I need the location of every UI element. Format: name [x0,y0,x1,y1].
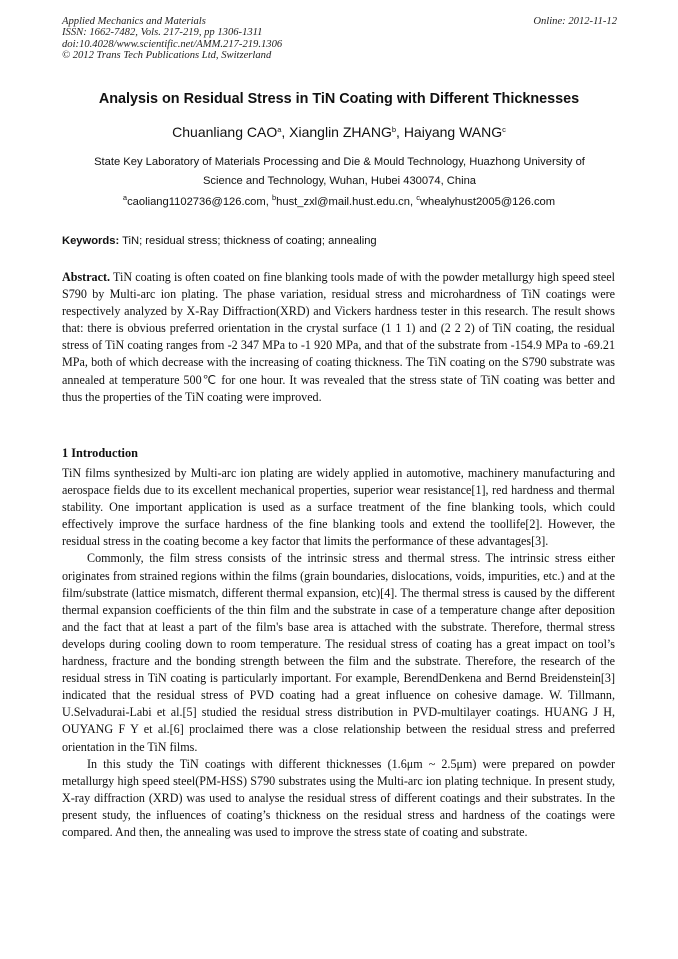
email-address: hust_zxl@mail.hust.edu.cn [276,196,410,208]
email-sup: b [271,193,277,202]
keywords [62,235,617,247]
author-sup: a [277,125,282,134]
author-sup: b [391,125,397,134]
email-address: whealyhust2005@126.com [419,196,556,208]
abstract-label: Abstract. [62,270,111,284]
email-address: caoliang1102736@126.com [127,196,266,208]
author-list: Chuanliang CAO$^a$, Xianglin ZHANG$^b$, Haiyang WANG$^c$ [172,124,506,140]
email-sup: c [416,193,420,202]
introduction-body [62,465,615,841]
online-date: Online: 2012-11-12 [533,16,617,27]
intro-paragraph: Commonly, the film stress consists of the intrinsic stress and thermal stress. The intrinsic stress either originates from strained regions within the films (grain boundaries, dislocations, voids, impurities, etc.) and at the film/substrate (lattice mismatch, different thermal expansion, etc)[4]. The thermal stress is caused by the different thermal expansion coefficients of the thin film and the substrate in case of a temperature change after deposition and the fact that at least a part of the film's base area is attached with the substrate. Therefore, thermal stress develops during cooling down to room temperature. The residual stress of coating has a great impact on tool’s hardness, fracture and the bonding strength between the film and the substrate. Therefore, the research of the residual stress in TiN coating is particularly important. For example, BerendDenkena and Bernd Breidenstein[3] indicated that the residual stress of PVD coating had a great influence on cohesive damage. W. Tillmann, U.Selvadurai-Labi et al.[5] studied the residual stress distribution in PVD-multilayer coatings. HUANG J H, OUYANG F Y et al.[6] proclaimed there was a close relationship between the residual stress and preferred orientation in the TiN films. [62,551,615,754]
section-heading: 1 Introduction [62,446,138,460]
paper-title: Analysis on Residual Stress in TiN Coating with Different Thicknesses [98,91,580,107]
email-sup: a [122,193,128,202]
affiliation-line: Science and Technology, Wuhan, Hubei 430074, China [202,175,477,187]
author-sup: c [502,125,506,134]
doi-line: doi:10.4028/www.scientific.net/AMM.217-219.1306 [62,38,283,50]
keywords-text: TiN; residual stress; thickness of coating; annealing [122,235,377,247]
intro-paragraph: In this study the TiN coatings with different thicknesses (1.6μm ~ 2.5μm) were prepared on powder metallurgy high speed steel(PM-HSS) S790 substrates using the Multi-arc ion plating technique. In present study, X-ray diffraction (XRD) was used to analyse the residual stress of different coatings and their substrates. In the present study, the influences of coating’s thickness on the residual stress and hardness of the coatings were compared. And then, the annealing was used to improve the stress state of coating and substrate. [62,756,615,839]
author-name: Haiyang WANG [403,124,503,140]
affiliation [62,153,617,191]
journal-header [62,16,617,61]
abstract-text: TiN coating is often coated on fine blanking tools made of with the powder metallurgy high speed steel S790 by Multi-arc ion plating. The phase variation, residual stress and microhardness of TiN coatings were respectively analyzed by X-Ray Diffraction(XRD) and Vickers hardness tester in this research. The result shows that: there is obvious preferred orientation in the crystal surface (1 1 1) and (2 2 2) of TiN coating, the residual stress of TiN coating ranges from -2 347 MPa to -1 920 MPa, and that of the substrate from -154.9 MPa to -69.21 MPa, both of which decrease with the increasing of coating thickness. The TiN coating on the S790 substrate was annealed at temperature 500℃ for one hour. It was revealed that the stress state of TiN coating was better and thus the properties of the TiN coating were improved. [62,270,615,404]
affiliation-line: State Key Laboratory of Materials Processing and Die & Mould Technology, Huazhong University of [94,156,585,168]
abstract [62,269,615,406]
keywords-label: Keywords: [62,235,120,247]
issn-line: ISSN: 1662-7482, Vols. 217-219, pp 1306-1311 [62,27,263,39]
journal-name: Applied Mechanics and Materials [62,16,206,27]
author-name: Chuanliang CAO [172,124,278,140]
copyright-line: © 2012 Trans Tech Publications Ltd, Switzerland [62,49,272,61]
author-name: Xianglin ZHANG [289,124,392,140]
intro-paragraph: TiN films synthesized by Multi-arc ion plating are widely applied in automotive, machinery manufacturing and aerospace fields due to its excellent mechanical properties, superior wear resistance[1], red hardness and thermal stability. One important application is used as a surface treatment of the fine blanking tools, which could effectively improve the surface hardness of the fine blanking tools and extend the toollife[2]. However, the residual stress in the coating become a key factor that limits the performance of these advantages[3]. [62,466,615,549]
email-list: $^a$caoliang1102736@126.com, $^b$hust_zxl@mail.hust.edu.cn, $^c$whealyhust2005@126.com [122,193,556,208]
